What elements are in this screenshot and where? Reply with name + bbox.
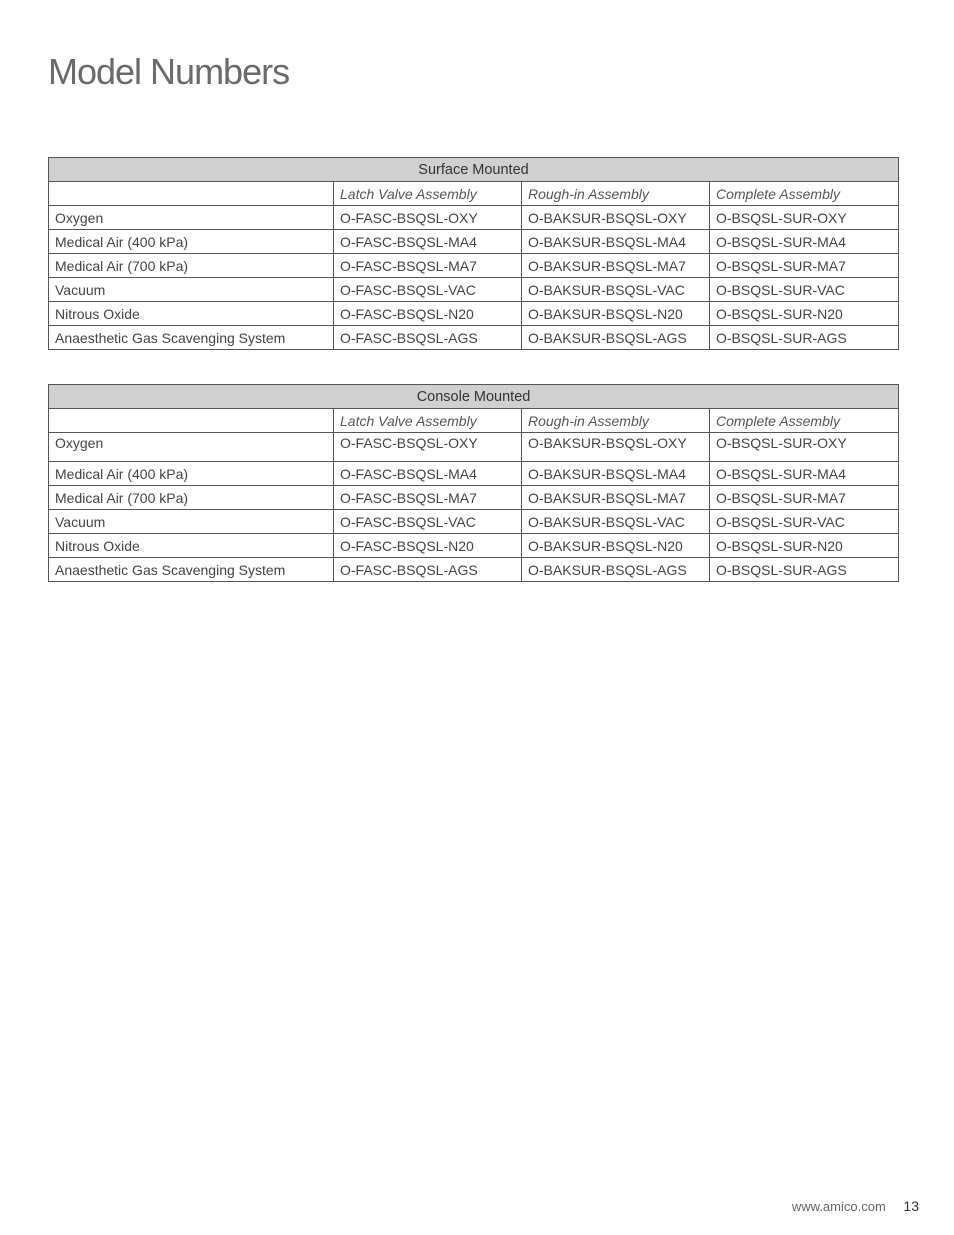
gas-name-cell: Medical Air (700 kPa) — [49, 486, 334, 510]
latch-valve-cell: O-FASC-BSQSL-VAC — [334, 510, 522, 534]
complete-cell: O-BSQSL-SUR-MA7 — [710, 254, 899, 278]
gas-name-cell: Oxygen — [49, 206, 334, 230]
rough-in-cell: O-BAKSUR-BSQSL-N20 — [522, 534, 710, 558]
latch-valve-cell: O-FASC-BSQSL-VAC — [334, 278, 522, 302]
complete-cell: O-BSQSL-SUR-OXY — [710, 433, 899, 462]
complete-cell: O-BSQSL-SUR-MA7 — [710, 486, 899, 510]
column-header-rough-in: Rough-in Assembly — [522, 182, 710, 206]
page-number: 13 — [903, 1198, 919, 1214]
complete-cell: O-BSQSL-SUR-AGS — [710, 326, 899, 350]
table-row — [49, 558, 899, 582]
column-header-row — [49, 182, 899, 206]
column-header-row — [49, 409, 899, 433]
latch-valve-cell: O-FASC-BSQSL-OXY — [334, 433, 522, 462]
complete-cell: O-BSQSL-SUR-N20 — [710, 534, 899, 558]
gas-name-cell: Nitrous Oxide — [49, 534, 334, 558]
column-header-blank — [49, 409, 334, 433]
console-table-title: Console Mounted — [49, 385, 899, 409]
rough-in-cell: O-BAKSUR-BSQSL-MA7 — [522, 254, 710, 278]
rough-in-cell: O-BAKSUR-BSQSL-MA4 — [522, 462, 710, 486]
latch-valve-cell: O-FASC-BSQSL-MA7 — [334, 486, 522, 510]
table-row — [49, 433, 899, 462]
gas-name-cell: Oxygen — [49, 433, 334, 462]
complete-cell: O-BSQSL-SUR-OXY — [710, 206, 899, 230]
complete-cell: O-BSQSL-SUR-MA4 — [710, 230, 899, 254]
complete-cell: O-BSQSL-SUR-AGS — [710, 558, 899, 582]
column-header-latch-valve: Latch Valve Assembly — [334, 182, 522, 206]
rough-in-cell: O-BAKSUR-BSQSL-AGS — [522, 326, 710, 350]
website-link[interactable]: www.amico.com — [791, 1199, 886, 1214]
table-row — [49, 486, 899, 510]
table-row — [49, 230, 899, 254]
latch-valve-cell: O-FASC-BSQSL-N20 — [334, 534, 522, 558]
complete-cell: O-BSQSL-SUR-MA4 — [710, 462, 899, 486]
rough-in-cell: O-BAKSUR-BSQSL-OXY — [522, 433, 710, 462]
surface-mounted-table — [48, 157, 899, 350]
page-footer — [792, 1198, 919, 1214]
gas-name-cell: Vacuum — [49, 278, 334, 302]
gas-name-cell: Nitrous Oxide — [49, 302, 334, 326]
rough-in-cell: O-BAKSUR-BSQSL-VAC — [522, 278, 710, 302]
rough-in-cell: O-BAKSUR-BSQSL-VAC — [522, 510, 710, 534]
table-title-row — [49, 158, 899, 182]
column-header-complete: Complete Assembly — [710, 409, 899, 433]
latch-valve-cell: O-FASC-BSQSL-N20 — [334, 302, 522, 326]
latch-valve-cell: O-FASC-BSQSL-AGS — [334, 326, 522, 350]
table-row — [49, 462, 899, 486]
column-header-blank — [49, 182, 334, 206]
column-header-complete: Complete Assembly — [710, 182, 899, 206]
gas-name-cell: Anaesthetic Gas Scavenging System — [49, 558, 334, 582]
table-row — [49, 510, 899, 534]
complete-cell: O-BSQSL-SUR-VAC — [710, 510, 899, 534]
page-title: Model Numbers — [48, 51, 290, 92]
rough-in-cell: O-BAKSUR-BSQSL-N20 — [522, 302, 710, 326]
complete-cell: O-BSQSL-SUR-VAC — [710, 278, 899, 302]
rough-in-cell: O-BAKSUR-BSQSL-AGS — [522, 558, 710, 582]
latch-valve-cell: O-FASC-BSQSL-MA4 — [334, 230, 522, 254]
table-title-row — [49, 385, 899, 409]
rough-in-cell: O-BAKSUR-BSQSL-MA7 — [522, 486, 710, 510]
table-row — [49, 326, 899, 350]
gas-name-cell: Medical Air (400 kPa) — [49, 230, 334, 254]
rough-in-cell: O-BAKSUR-BSQSL-OXY — [522, 206, 710, 230]
column-header-latch-valve: Latch Valve Assembly — [334, 409, 522, 433]
gas-name-cell: Medical Air (700 kPa) — [49, 254, 334, 278]
latch-valve-cell: O-FASC-BSQSL-MA7 — [334, 254, 522, 278]
table-row — [49, 206, 899, 230]
latch-valve-cell: O-FASC-BSQSL-AGS — [334, 558, 522, 582]
table-row — [49, 254, 899, 278]
complete-cell: O-BSQSL-SUR-N20 — [710, 302, 899, 326]
latch-valve-cell: O-FASC-BSQSL-OXY — [334, 206, 522, 230]
rough-in-cell: O-BAKSUR-BSQSL-MA4 — [522, 230, 710, 254]
table-row — [49, 534, 899, 558]
console-mounted-table — [48, 384, 899, 582]
gas-name-cell: Medical Air (400 kPa) — [49, 462, 334, 486]
surface-table-title: Surface Mounted — [49, 158, 899, 182]
latch-valve-cell: O-FASC-BSQSL-MA4 — [334, 462, 522, 486]
gas-name-cell: Vacuum — [49, 510, 334, 534]
table-row — [49, 278, 899, 302]
table-row — [49, 302, 899, 326]
gas-name-cell: Anaesthetic Gas Scavenging System — [49, 326, 334, 350]
column-header-rough-in: Rough-in Assembly — [522, 409, 710, 433]
